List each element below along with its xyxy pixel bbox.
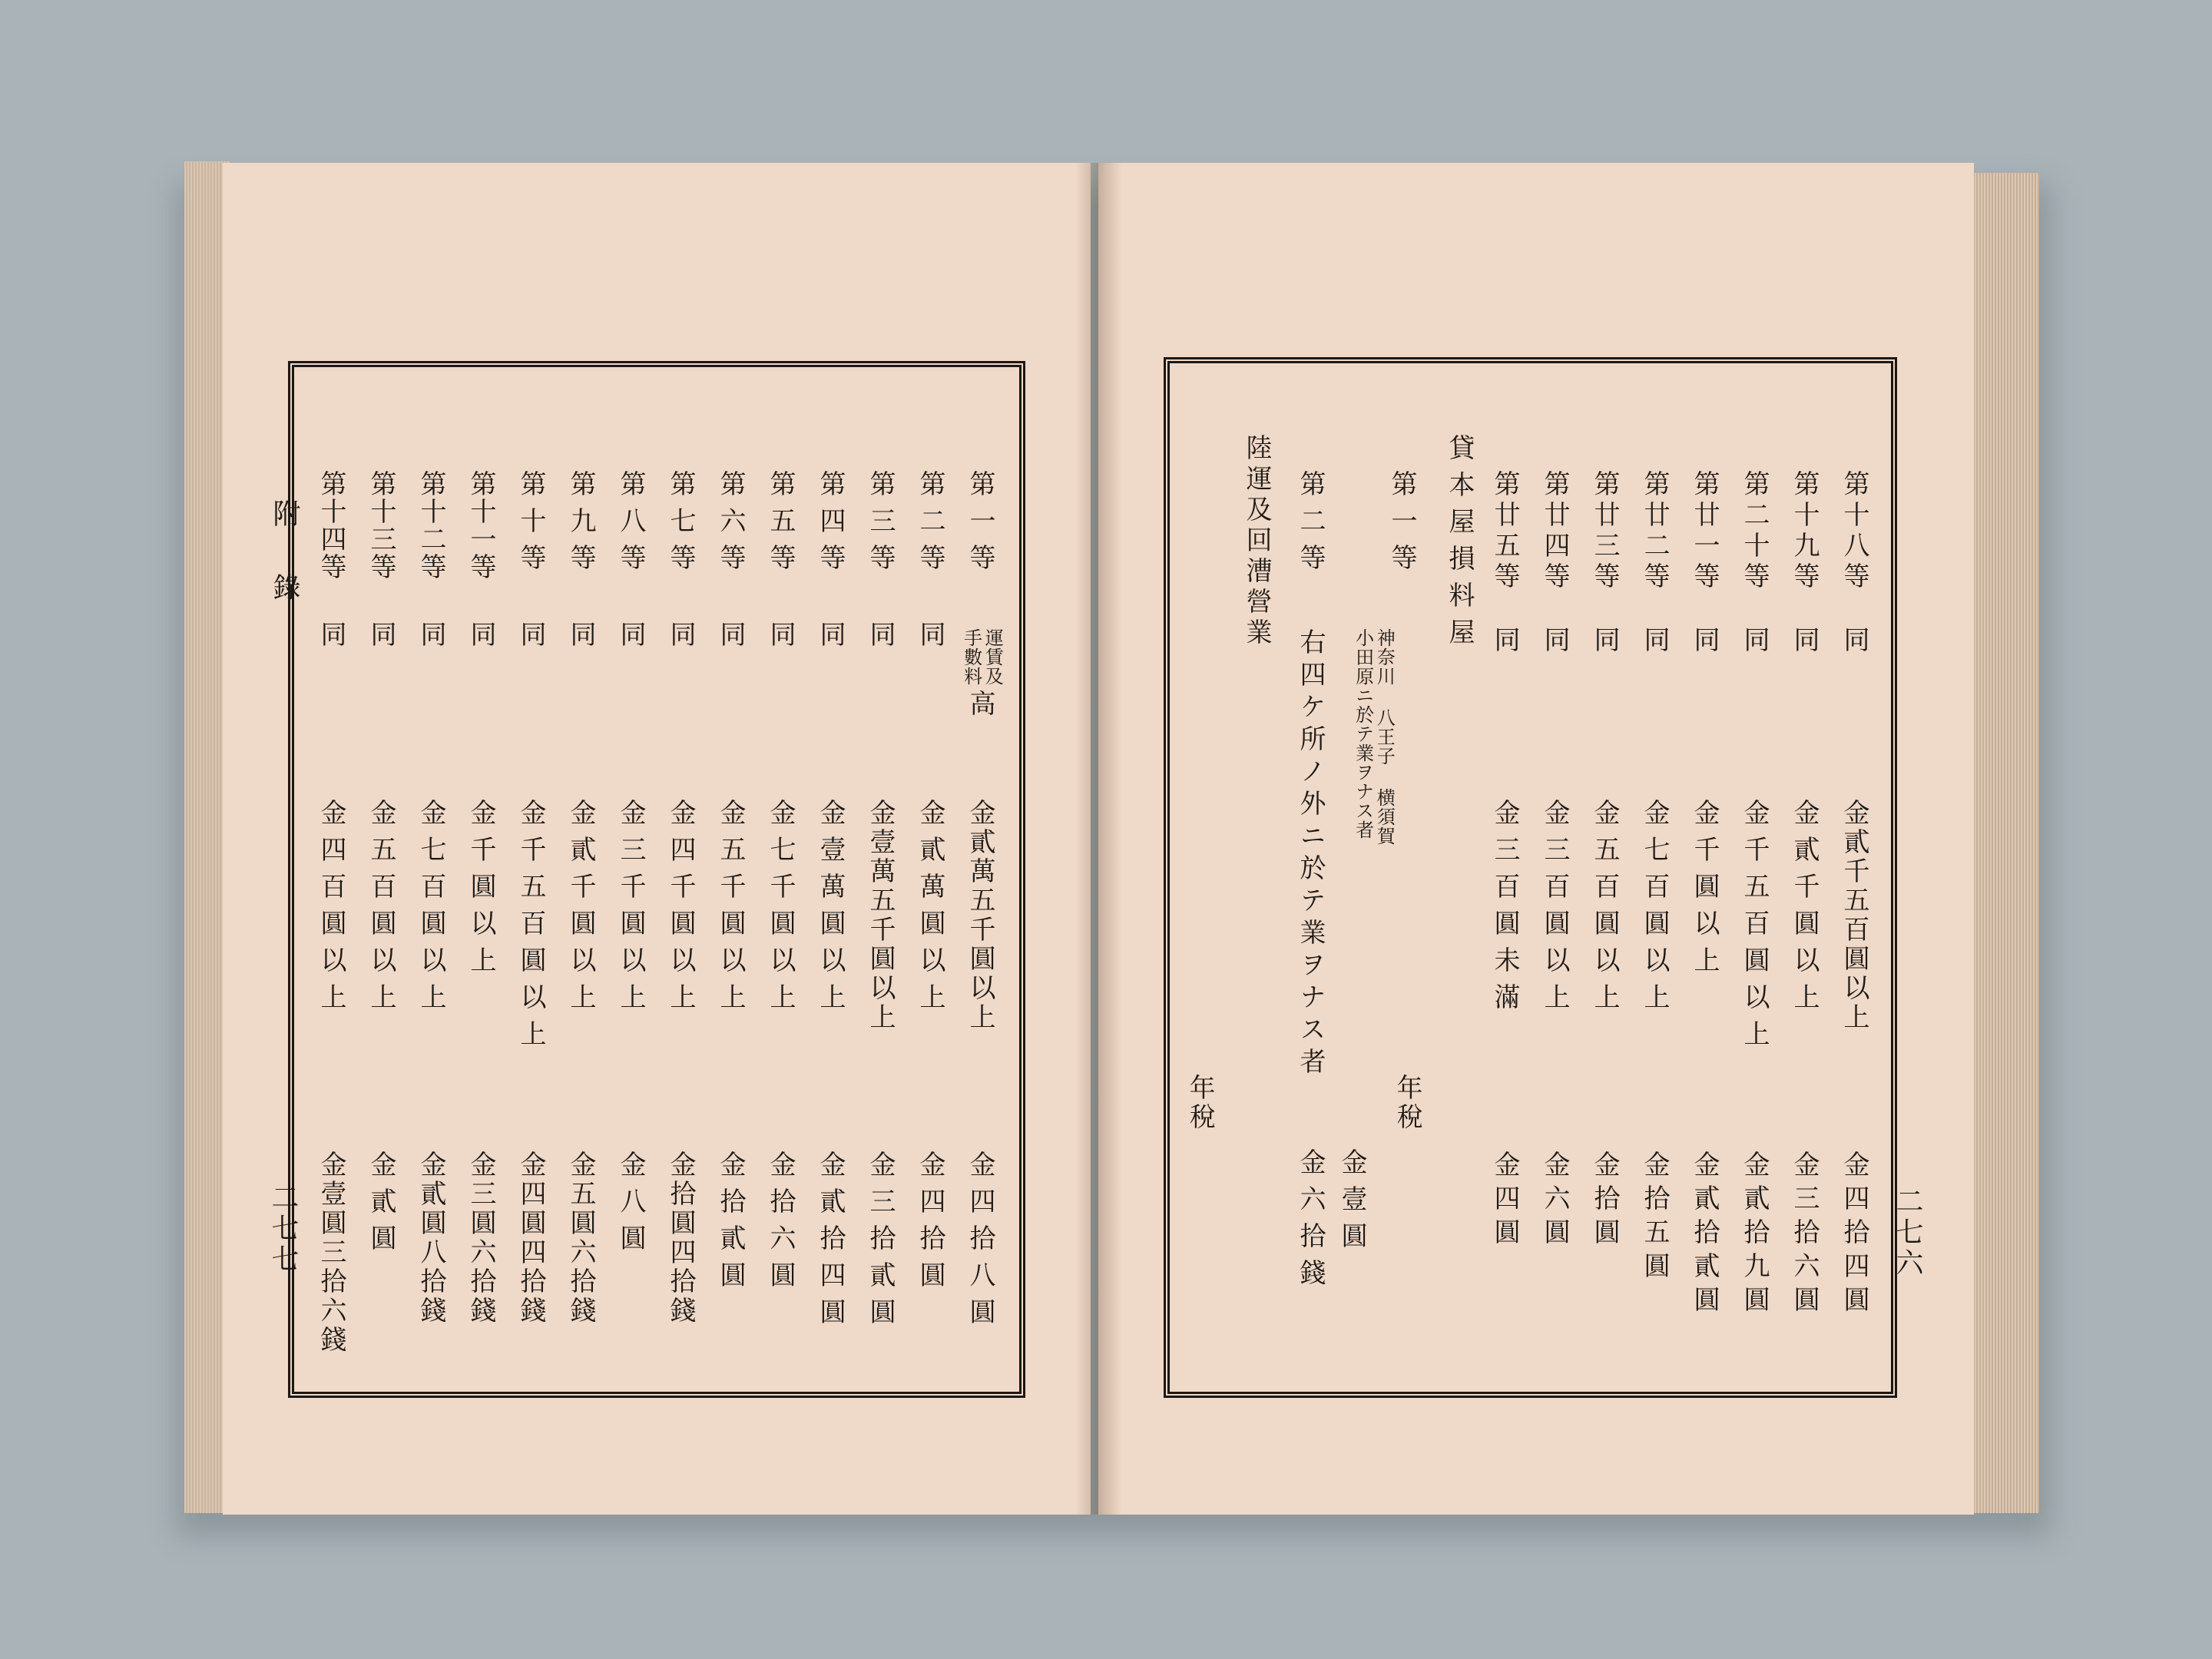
header-label-line-1: 運賃及	[982, 628, 1004, 686]
amount-cell: 金三百圓未滿	[1489, 799, 1520, 1020]
amount-cell: 金七千圓以上	[765, 799, 796, 1020]
tax-cell: 金壹圓	[1336, 1148, 1367, 1259]
basis-cell: 同	[1539, 626, 1570, 663]
basis-cell: 同	[515, 621, 546, 657]
tax-cell: 金四圓	[1489, 1151, 1520, 1252]
header-label-line-2: 手數料	[960, 628, 982, 686]
amount-cell: 金貳千五百圓以上	[1839, 799, 1869, 1032]
page-edges-right	[1962, 173, 2039, 1513]
basis-cell: 同	[765, 621, 796, 657]
note-line-2: 小田原ニ於テ業ヲナス者	[1352, 628, 1374, 839]
tax-cell: 金貳拾九圓	[1739, 1151, 1770, 1320]
basis-cell: 同	[915, 621, 945, 657]
header-label-tail: 高	[965, 690, 995, 727]
grade-cell: 第二等	[1295, 470, 1326, 581]
amount-cell: 金貳萬圓以上	[915, 799, 945, 1020]
grade-cell: 第五等	[765, 470, 796, 581]
grade-cell: 第廿五等	[1489, 470, 1520, 593]
amount-cell: 金千圓以上	[1689, 799, 1720, 983]
basis-cell: 同	[366, 621, 396, 657]
grade-cell: 第一等	[1386, 470, 1417, 581]
tax-cell: 金三圓六拾錢	[465, 1151, 496, 1326]
grade-cell: 第八等	[615, 470, 646, 581]
basis-cell: 同	[1739, 626, 1770, 663]
tax-cell: 金貳圓	[366, 1151, 396, 1261]
basis-cell: 同	[1839, 626, 1869, 663]
amount-cell: 金三百圓以上	[1539, 799, 1570, 1020]
tax-cell: 金貳圓八拾錢	[416, 1151, 446, 1326]
section-title-transport: 陸運及回漕營業	[1241, 434, 1272, 649]
tax-cell: 金八圓	[615, 1151, 646, 1261]
tax-cell: 金三拾六圓	[1789, 1151, 1820, 1320]
tax-cell: 金貳拾四圓	[815, 1151, 846, 1335]
grade-cell: 第十一等	[465, 470, 496, 581]
amount-cell: 金五百圓以上	[366, 799, 396, 1020]
grade-cell: 第九等	[565, 470, 596, 581]
basis-cell: 同	[1639, 626, 1670, 663]
grade-cell: 第十三等	[366, 470, 396, 581]
tax-cell: 金五圓六拾錢	[565, 1151, 596, 1326]
basis-cell: 同	[665, 621, 696, 657]
amount-cell: 金貳千圓以上	[565, 799, 596, 1020]
section1-note-1	[1352, 628, 1394, 846]
amount-cell: 金七百圓以上	[1639, 799, 1670, 1020]
tax-cell: 金六拾錢	[1295, 1148, 1326, 1296]
grade-cell: 第廿二等	[1639, 470, 1670, 593]
grade-cell: 第十四等	[316, 470, 346, 581]
basis-cell: 同	[865, 621, 896, 657]
basis-cell: 同	[416, 621, 446, 657]
basis-cell: 同	[1789, 626, 1820, 663]
grade-cell: 第一等	[965, 470, 995, 581]
grade-cell: 第二等	[915, 470, 945, 581]
section1-note-2: 右四ケ所ノ外ニ於テ業ヲナス者	[1295, 628, 1326, 1080]
note-line-1: 神奈川 八王子 横須賀	[1373, 628, 1396, 846]
tax-cell: 金拾貳圓	[715, 1151, 746, 1298]
amount-cell: 金貳千圓以上	[1789, 799, 1820, 1020]
grade-cell: 第十等	[515, 470, 546, 581]
section-title-lending: 貸本屋損料屋	[1444, 434, 1475, 655]
grade-cell: 第二十等	[1739, 470, 1770, 593]
basis-cell: 同	[1689, 626, 1720, 663]
amount-cell: 金四百圓以上	[316, 799, 346, 1020]
grade-cell: 第七等	[665, 470, 696, 581]
tax-label: 年稅	[1392, 1074, 1422, 1132]
basis-cell: 同	[815, 621, 846, 657]
amount-cell: 金千圓以上	[465, 799, 496, 983]
book-gutter	[1075, 163, 1121, 1515]
tax-cell: 金四拾八圓	[965, 1151, 995, 1335]
page-number-left: 二七七	[267, 1183, 299, 1275]
running-head: 附錄	[269, 499, 300, 647]
basis-cell: 同	[615, 621, 646, 657]
grade-cell: 第三等	[865, 470, 896, 581]
grade-cell: 第廿一等	[1689, 470, 1720, 593]
grade-cell: 第十八等	[1839, 470, 1869, 593]
tax-cell: 金貳拾貳圓	[1689, 1151, 1720, 1320]
amount-cell: 金三千圓以上	[615, 799, 646, 1020]
grade-cell: 第十九等	[1789, 470, 1820, 593]
grade-cell: 第六等	[715, 470, 746, 581]
amount-cell: 金五百圓以上	[1589, 799, 1620, 1020]
page-number-right: 二七六	[1892, 1187, 1923, 1279]
tax-cell: 金六圓	[1539, 1151, 1570, 1252]
amount-cell: 金千五百圓以上	[1739, 799, 1770, 1057]
tax-cell: 金拾六圓	[765, 1151, 796, 1298]
tax-cell: 金四拾四圓	[1839, 1151, 1869, 1320]
tax-label: 年稅	[1184, 1074, 1215, 1132]
basis-cell: 同	[465, 621, 496, 657]
amount-cell: 金四千圓以上	[665, 799, 696, 1020]
tax-cell: 金四圓四拾錢	[515, 1151, 546, 1326]
tax-cell: 金拾圓	[1589, 1151, 1620, 1252]
amount-cell: 金壹萬圓以上	[815, 799, 846, 1020]
tax-cell: 金拾五圓	[1639, 1151, 1670, 1286]
basis-cell: 同	[715, 621, 746, 657]
tax-cell: 金三拾貳圓	[865, 1151, 896, 1335]
tax-cell: 金壹圓三拾六錢	[316, 1151, 346, 1355]
grade-cell: 第四等	[815, 470, 846, 581]
table-frame-right	[1164, 357, 1897, 1398]
basis-cell: 同	[1489, 626, 1520, 663]
tax-cell: 金四拾圓	[915, 1151, 945, 1298]
amount-cell: 金五千圓以上	[715, 799, 746, 1020]
amount-cell: 金千五百圓以上	[515, 799, 546, 1057]
amount-cell: 金七百圓以上	[416, 799, 446, 1020]
amount-cell: 金壹萬五千圓以上	[865, 799, 896, 1032]
grade-cell: 第十二等	[416, 470, 446, 581]
grade-cell: 第廿四等	[1539, 470, 1570, 593]
amount-cell: 金貳萬五千圓以上	[965, 799, 995, 1032]
basis-cell: 同	[316, 621, 346, 657]
tax-cell: 金拾圓四拾錢	[665, 1151, 696, 1326]
header-label	[960, 628, 1002, 686]
basis-cell: 同	[565, 621, 596, 657]
basis-cell: 同	[1589, 626, 1620, 663]
grade-cell: 第廿三等	[1589, 470, 1620, 593]
